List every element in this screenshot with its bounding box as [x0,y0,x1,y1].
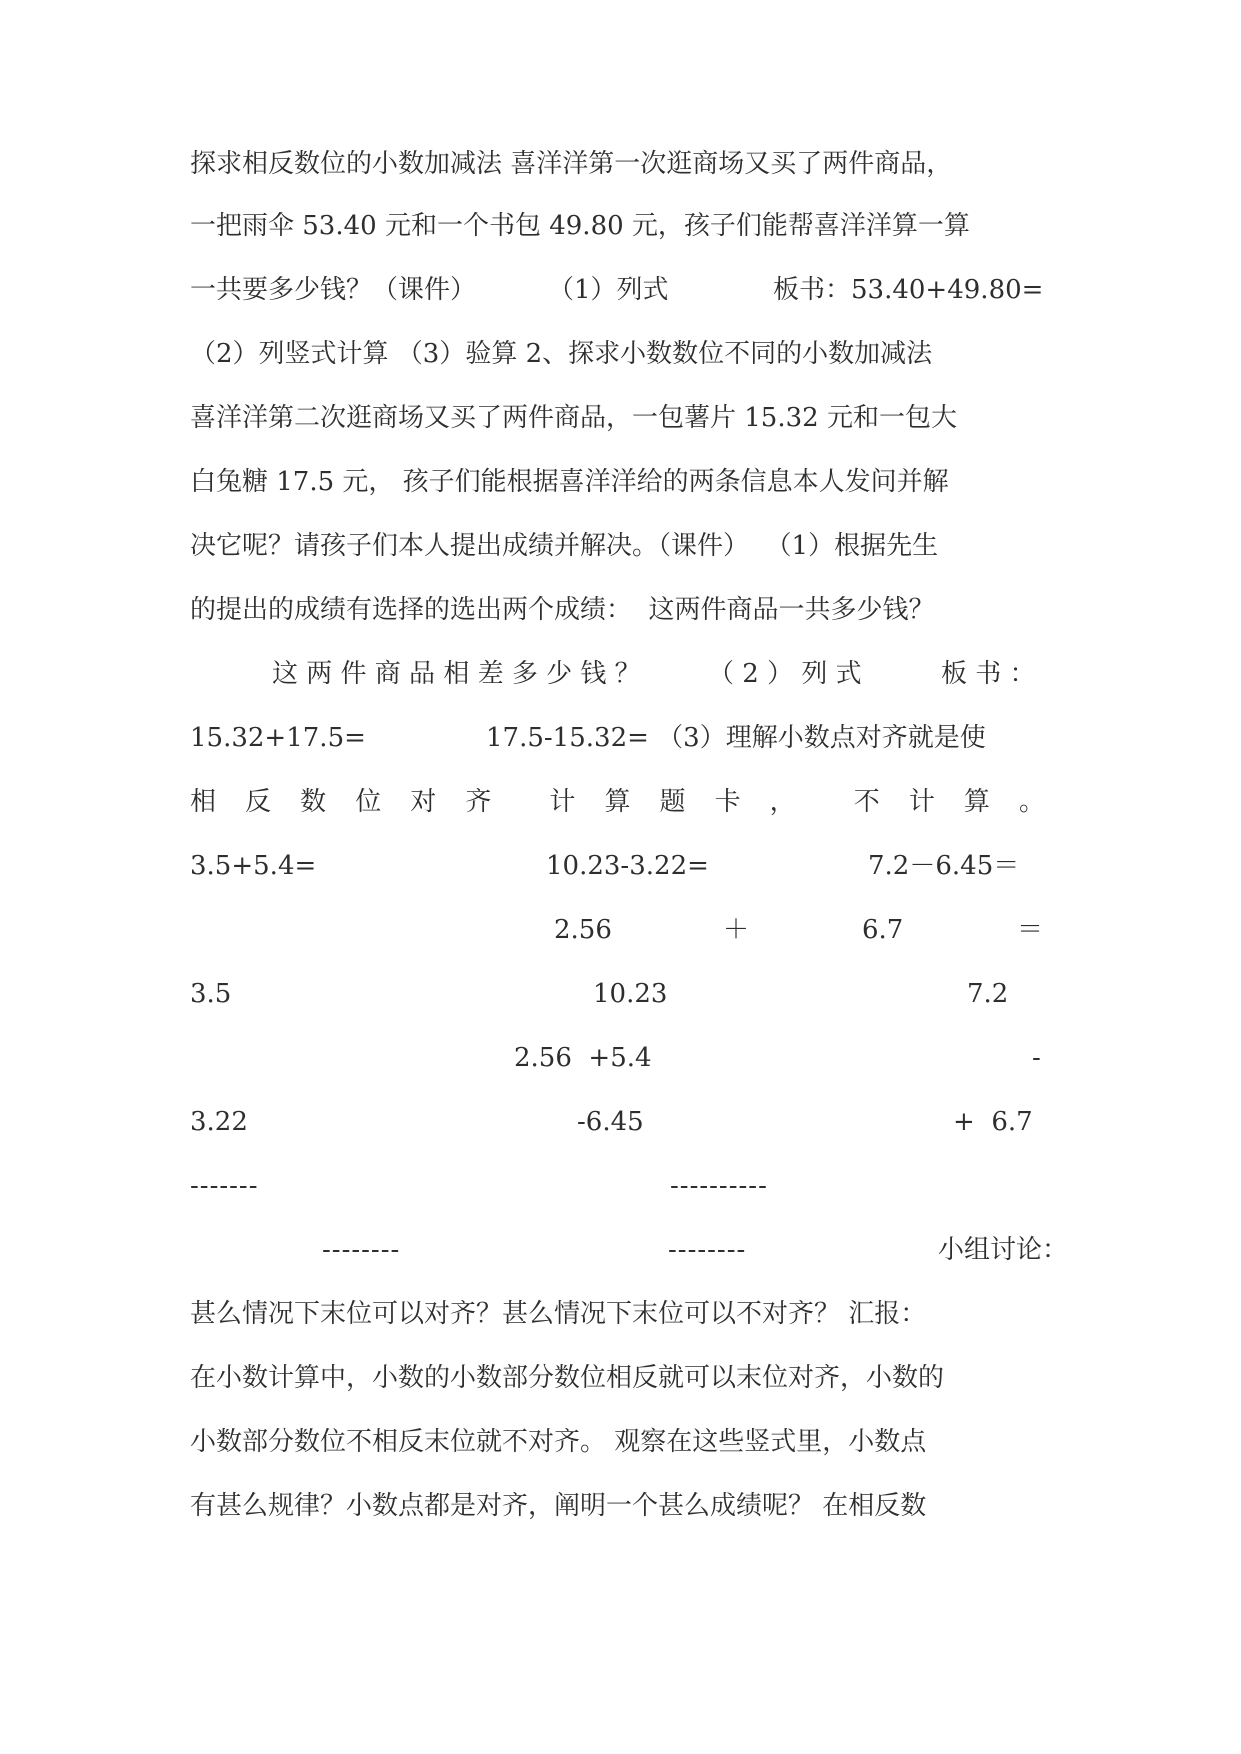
text-line-12-part3: 7.2－6.45＝ [868,851,1020,881]
text-line-12-part2: 10.23-3.22= [546,851,709,881]
char: 对 [410,787,437,817]
text-line-16-part3: + 6.7 [953,1107,1033,1137]
char: 位 [355,787,382,817]
text-line-3-part1: 一共要多少钱？（课件） [190,275,477,305]
text-line-9-part3: 板 书 ： [941,659,1036,689]
text-line-13-part1: 2.56 [554,915,612,945]
text-line-16-part1: 3.22 [190,1107,248,1137]
char: 算 [963,787,990,817]
text-line-15-part1: 2.56 +5.4 [514,1043,652,1073]
char: 卡 [714,787,741,817]
text-line-14-part2: 10.23 [593,979,668,1009]
char: 数 [300,787,327,817]
text-line-13-part2: ＋ [723,915,750,945]
text-line-18-part3: 小组讨论： [938,1235,1069,1265]
char: 计 [908,787,935,817]
text-line-13-part4: ＝ [1017,915,1044,945]
text-line-6: 白兔糖 17.5 元， 孩子们能根据喜洋洋给的两条信息本人发问并解 [190,467,949,497]
text-line-22: 有甚么规律？小数点都是对齐，阐明一个甚么成绩呢？ 在相反数 [190,1491,927,1521]
text-line-2: 一把雨伞 53.40 元和一个书包 49.80 元，孩子们能帮喜洋洋算一算 [190,211,970,241]
underline-dashes-2: ---------- [670,1171,768,1201]
char: 不 [853,787,880,817]
underline-dashes-1: ------- [190,1171,259,1201]
text-line-14-part3: 7.2 [967,979,1009,1009]
text-line-8: 的提出的成绩有选择的选出两个成绩： 这两件商品一共多少钱？ [190,595,935,625]
text-line-11 [190,785,1045,819]
char: 算 [604,787,631,817]
underline-dashes-3: -------- [322,1235,401,1265]
text-line-10-part2: 17.5-15.32= （3）理解小数点对齐就是使 [486,723,986,753]
text-line-15-part2: - [1032,1043,1041,1073]
text-line-12-part1: 3.5+5.4= [190,851,317,881]
char: 计 [549,787,576,817]
text-line-1: 探求相反数位的小数加减法 喜洋洋第一次逛商场又买了两件商品， [190,149,953,179]
underline-dashes-4: -------- [668,1235,747,1265]
char: 题 [659,787,686,817]
text-line-20: 在小数计算中，小数的小数部分数位相反就可以末位对齐，小数的 [190,1363,945,1393]
text-line-10-part1: 15.32+17.5= [190,723,366,753]
char: 。 [1018,787,1045,817]
char: 相 [190,787,217,817]
text-line-4: （2）列竖式计算 （3）验算 2、探求小数数位不同的小数加减法 [190,339,933,369]
char: ， [769,787,796,817]
char: 反 [245,787,272,817]
text-line-7: 决它呢？请孩子们本人提出成绩并解决。（课件） （1）根据先生 [190,531,939,561]
text-line-3-part2: （1）列式 [548,275,669,305]
text-line-21: 小数部分数位不相反末位就不对齐。 观察在这些竖式里，小数点 [190,1427,927,1457]
text-line-9-part2: （ 2 ） 列 式 [708,659,862,689]
text-line-5: 喜洋洋第二次逛商场又买了两件商品，一包薯片 15.32 元和一包大 [190,403,957,433]
text-line-3-part3: 板书：53.40+49.80= [773,275,1044,305]
text-line-13-part3: 6.7 [862,915,904,945]
text-line-16-part2: -6.45 [577,1107,644,1137]
text-line-9-part1: 这 两 件 商 品 相 差 多 少 钱 ？ [272,659,641,689]
text-line-14-part1: 3.5 [190,979,232,1009]
text-line-19: 甚么情况下末位可以对齐？甚么情况下末位可以不对齐？ 汇报： [190,1299,927,1329]
char: 齐 [465,787,492,817]
